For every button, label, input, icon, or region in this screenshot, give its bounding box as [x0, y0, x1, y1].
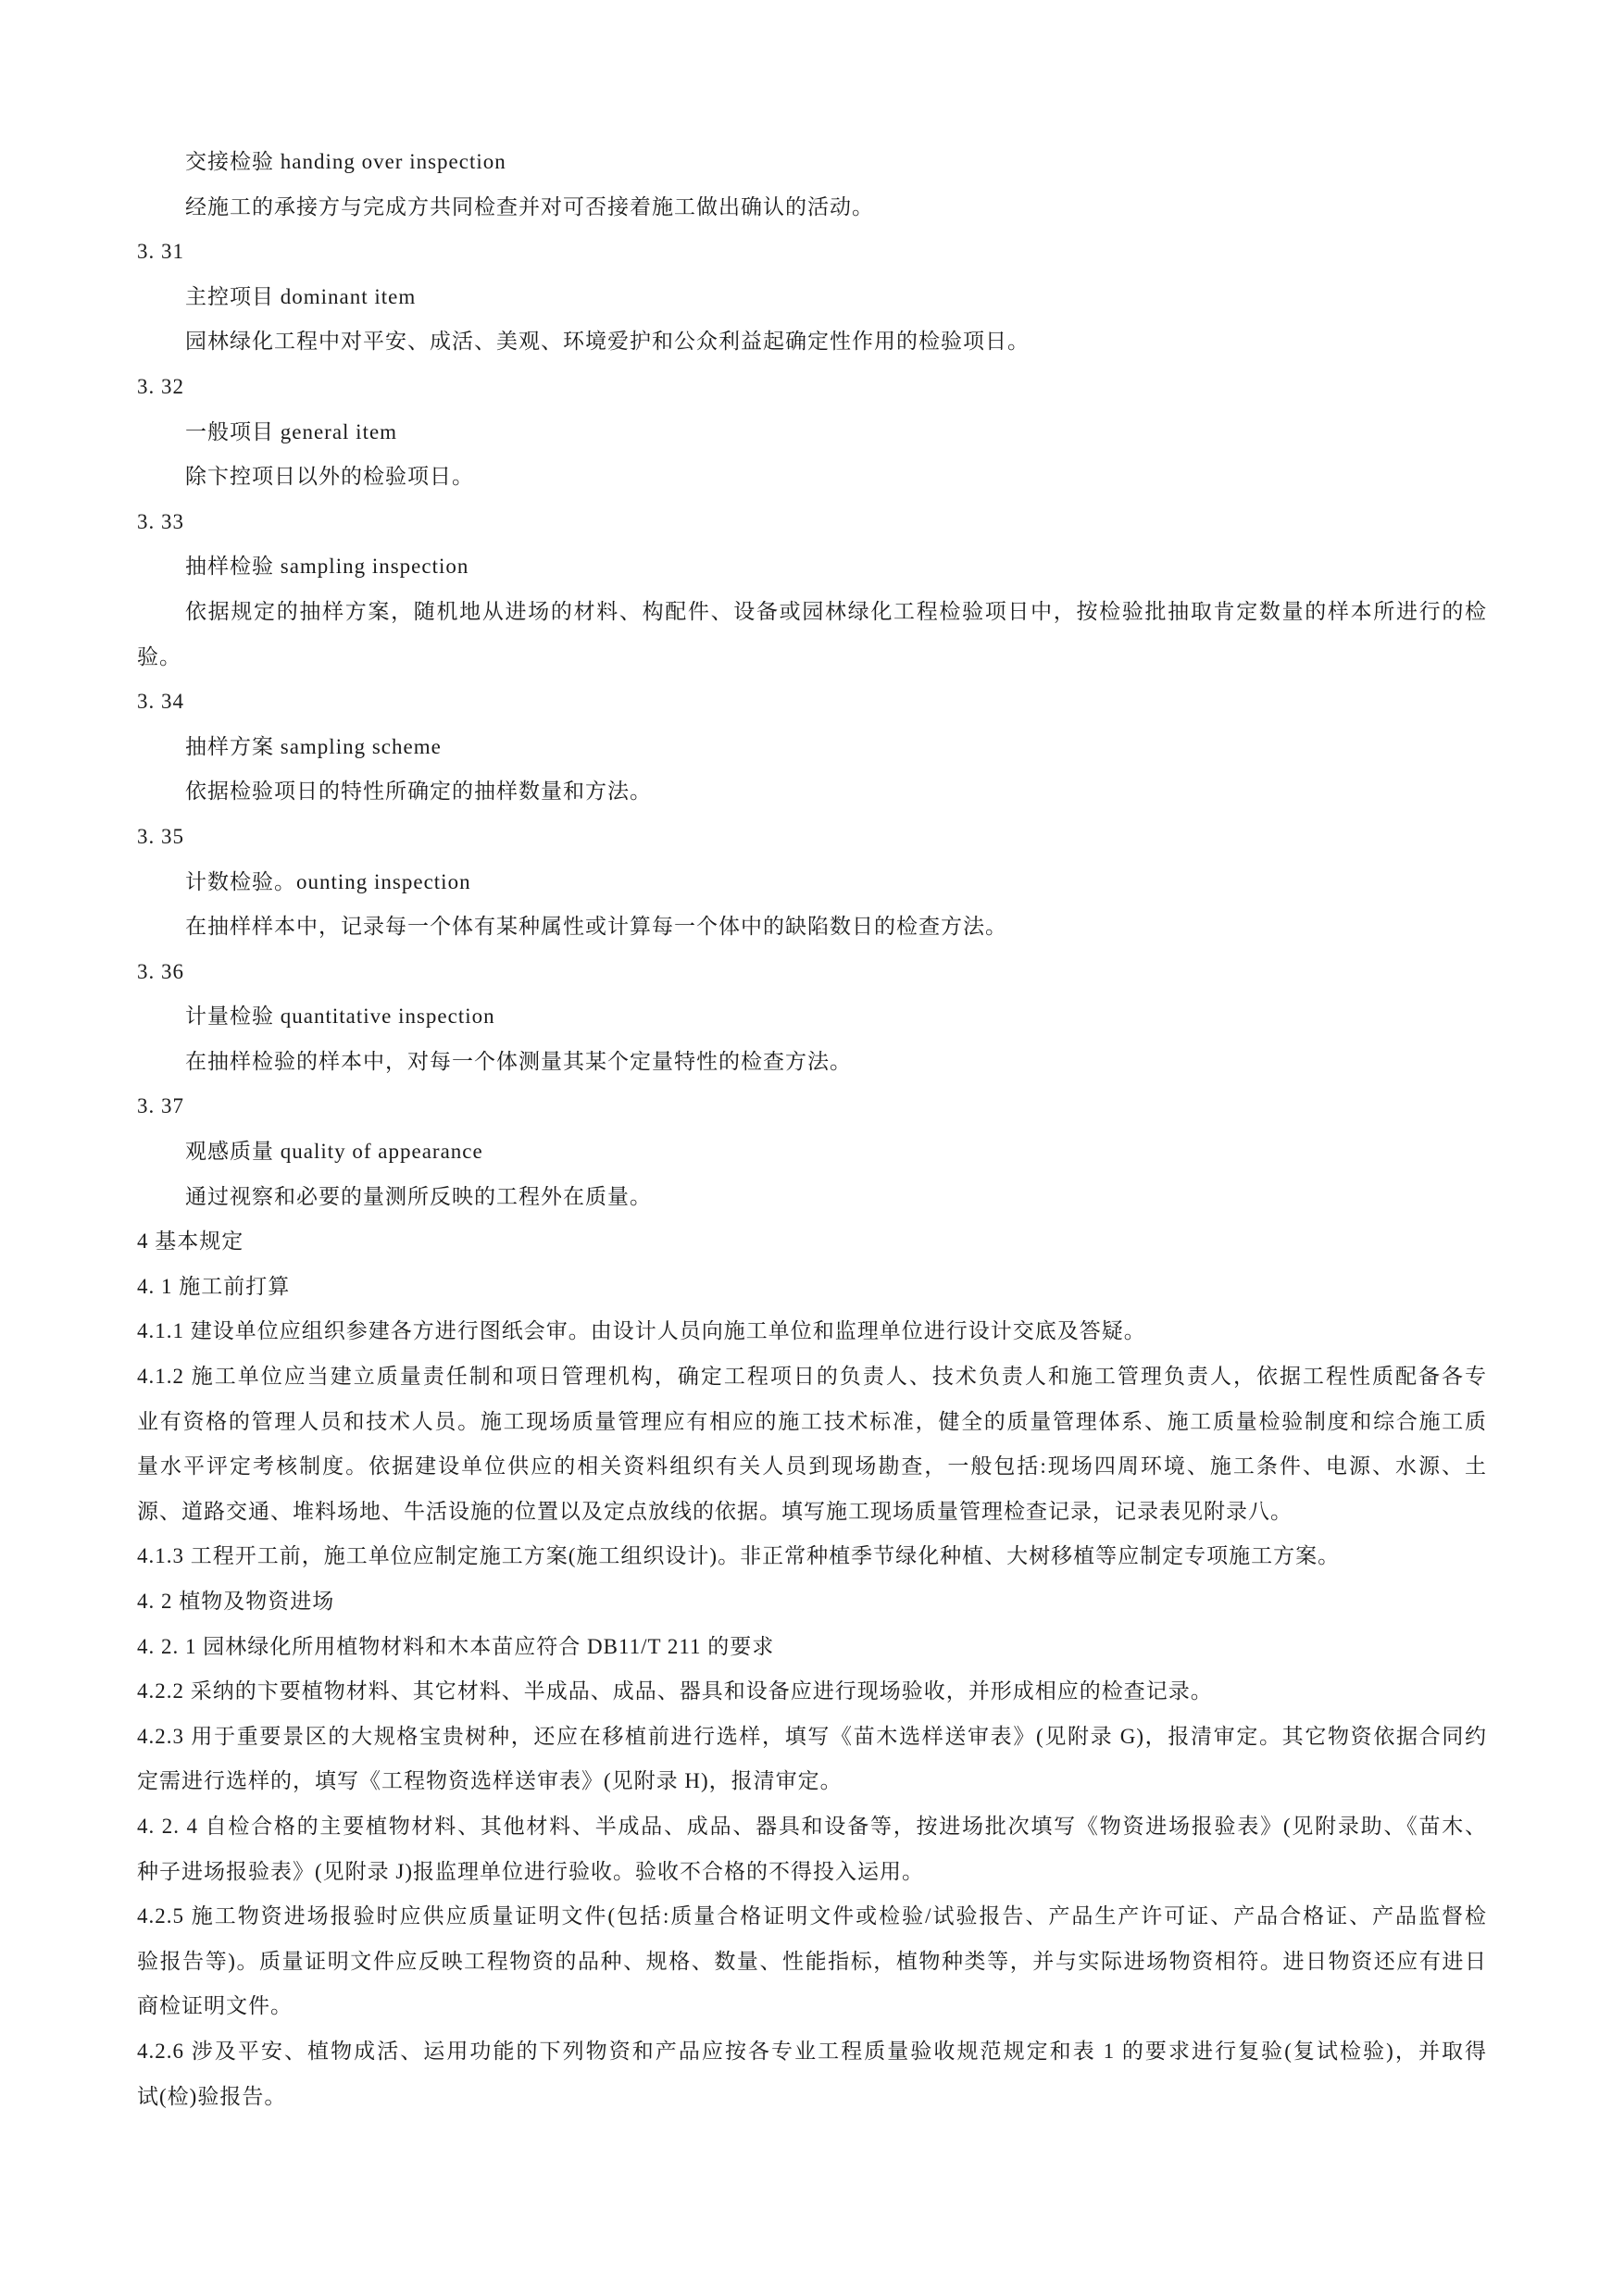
text-line: 主控项目 dominant item [185, 284, 417, 308]
text-line: 4.1.3 工程开工前，施工单位应制定施工方案(施工组织设计)。非正常种植季节绿化种植、大树移植等应制定专项施工方案。 [137, 1544, 1341, 1568]
text-line: 依据检验项日的特性所确定的抽样数量和方法。 [185, 780, 652, 804]
text-line: 验。 [137, 644, 181, 668]
text-line: 通过视察和必要的量测所反映的工程外在质量。 [185, 1184, 652, 1208]
text-line: 在抽样样本中，记录每一个体有某种属性或计算每一个体中的缺陷数日的检查方法。 [185, 915, 1007, 939]
text-line: 计数检验。ounting inspection [185, 869, 471, 893]
text-line: 3. 31 [137, 240, 184, 264]
text-line: 交接检验 handing over inspection [185, 150, 506, 173]
text-line: 3. 34 [137, 690, 184, 714]
text-line: 计量检验 quantitative inspection [185, 1004, 495, 1029]
text-line: 种子进场报验表》(见附录 J)报监理单位进行验收。验收不合格的不得投入运用。 [137, 1859, 925, 1883]
text-line: 3. 33 [137, 509, 184, 533]
document-content [137, 140, 1487, 2119]
text-line: 3. 37 [137, 1094, 184, 1118]
text-line: 4. 2 植物及物资进场 [137, 1590, 335, 1613]
text-line: 定需进行选样的，填写《工程物资选样送审表》(见附录 H)，报清审定。 [137, 1769, 843, 1793]
text-line: 经施工的承接方与完成方共同检查并对可否接着施工做出确认的活动。 [185, 194, 874, 218]
text-line: 抽样方案 sampling scheme [185, 734, 442, 758]
text-line: 园林绿化工程中对平安、成活、美观、环境爱护和公众利益起确定性作用的检验项日。 [185, 330, 1030, 354]
text-line: 4.2.5 施工物资进场报验时应供应质量证明文件(包括:质量合格证明文件或检验/试验报告、产品生产许可证、产品合格证、产品监督检 [137, 1904, 1487, 1928]
text-line: 依据规定的抽样方案，随机地从进场的材料、构配件、设备或园林绿化工程检验项日中，按检验批抽取肯定数量的样本所进行的检 [185, 599, 1487, 623]
text-line: 4. 2. 4 自检合格的主要植物材料、其他材料、半成品、成品、器具和设备等，按进场批次填写《物资进场报验表》(见附录助、《苗木、 [137, 1814, 1487, 1838]
text-line: 抽样检验 sampling inspection [185, 555, 469, 579]
text-line: 商检证明文件。 [137, 1994, 293, 2018]
text-line: 4.2.3 用于重要景区的大规格宝贵树种，还应在移植前进行选样，填写《苗木选样送审表》(见附录 G)，报清审定。其它物资依据合同约 [137, 1724, 1487, 1748]
text-line: 验报告等)。质量证明文件应反映工程物资的品种、规格、数量、性能指标，植物种类等，并与实际进场物资相符。进日物资还应有进日 [137, 1949, 1487, 1973]
text-line: 3. 36 [137, 959, 184, 983]
text-line: 4.2.2 采纳的卞要植物材料、其它材料、半成品、成品、器具和设备应进行现场验收，并形成相应的检查记录。 [137, 1679, 1213, 1703]
text-line: 除卞控项日以外的检验项日。 [185, 465, 474, 489]
text-line: 3. 35 [137, 824, 184, 848]
text-line: 3. 32 [137, 374, 184, 398]
text-line: 观感质量 quality of appearance [185, 1140, 483, 1164]
text-line: 源、道路交通、堆料场地、牛活设施的位置以及定点放线的依据。填写施工现场质量管理检查记录，记录表见附录八。 [137, 1499, 1293, 1523]
text-line: 4. 2. 1 园林绿化所用植物材料和木本苗应符合 DB11/T 211 的要求 [137, 1634, 775, 1658]
text-line: 量水平评定考核制度。依据建设单位供应的相关资料组织有关人员到现场勘查，一般包括:现场四周环境、施工条件、电源、水源、土 [137, 1454, 1487, 1479]
text-line: 4. 1 施工前打算 [137, 1274, 291, 1298]
text-line: 业有资格的管理人员和技术人员。施工现场质量管理应有相应的施工技术标准，健全的质量管理体系、施工质量检验制度和综合施工质 [137, 1409, 1487, 1433]
text-line: 4.1.1 建设单位应组织参建各方进行图纸会审。由设计人员向施工单位和监理单位进行设计交底及答疑。 [137, 1319, 1146, 1343]
text-line: 一般项目 general item [185, 419, 398, 443]
text-line: 4.1.2 施工单位应当建立质量责任制和项日管理机构，确定工程项日的负责人、技术负责人和施工管理负责人，依据工程性质配备各专 [137, 1365, 1487, 1389]
text-line: 试(检)验报告。 [137, 2084, 287, 2108]
text-line: 4 基本规定 [137, 1229, 244, 1254]
text-line: 在抽样检验的样本中，对每一个体测量其某个定量特性的检查方法。 [185, 1049, 852, 1073]
text-line: 4.2.6 涉及平安、植物成活、运用功能的下列物资和产品应按各专业工程质量验收规范规定和表 1 的要求进行复验(复试检验)，并取得 [137, 2039, 1487, 2063]
